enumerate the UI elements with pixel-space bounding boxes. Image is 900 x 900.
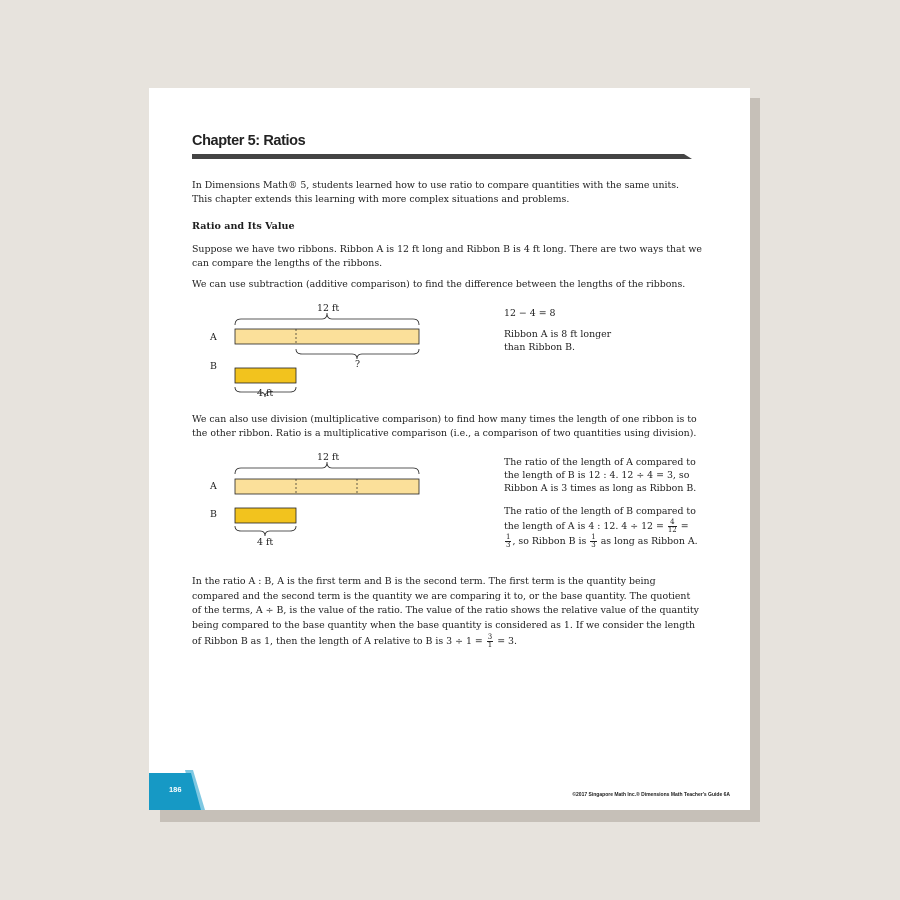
paragraph-division: We can also use division (multiplicative comparison) to find how many times the length of one ribbon is to the other ribbon. Ratio is a multiplicative comparison (i.e., a comparison of two quantities using division). bbox=[192, 414, 697, 439]
label-a: A bbox=[210, 332, 217, 343]
bar-model-division bbox=[199, 448, 489, 548]
label-question: ? bbox=[355, 359, 361, 370]
paragraph-ribbons: Suppose we have two ribbons. Ribbon A is 12 ft long and Ribbon B is 4 ft long. There are two ways that we can compare the lengths of the ribbons. bbox=[192, 244, 702, 269]
brace-12ft-2 bbox=[235, 462, 419, 474]
label-b: B bbox=[210, 361, 217, 372]
bar-a bbox=[235, 329, 419, 344]
fraction-3-1: $\frac{3}{1}$ bbox=[487, 632, 493, 649]
label-12ft: 12 ft bbox=[317, 303, 340, 314]
brace-difference bbox=[296, 349, 419, 359]
bar-a-2 bbox=[235, 479, 419, 494]
ratio-note-a-to-b: The ratio of the length of A compared to the length of B is 12 : 4. 12 ÷ 4 = 3, so Ribbon A is 3 times as long as Ribbon B. bbox=[504, 457, 697, 494]
chapter-title-rule bbox=[192, 153, 692, 161]
page-number: 186 bbox=[169, 785, 182, 794]
brace-12ft bbox=[235, 313, 419, 325]
label-a-2: A bbox=[210, 481, 217, 492]
document-page bbox=[149, 88, 750, 810]
paragraph-subtraction: We can use subtraction (additive comparison) to find the difference between the lengths of the ribbons. bbox=[192, 279, 686, 290]
label-12ft-2: 12 ft bbox=[317, 452, 340, 463]
bar-model-subtraction bbox=[199, 298, 489, 403]
label-4ft: 4 ft bbox=[257, 388, 274, 399]
intro-paragraph: In Dimensions Math® 5, students learned how to use ratio to compare quantities with the same units. This chapter extends this learning with more complex situations and problems. bbox=[192, 180, 680, 205]
fraction-1-3-b: $\frac{1}{3}$ bbox=[591, 533, 596, 549]
copyright-footer: ©2017 Singapore Math Inc.® Dimensions Math Teacher's Guide 6A bbox=[572, 792, 730, 798]
chapter-title: Chapter 5: Ratios bbox=[192, 133, 306, 149]
paragraph-ratio-terms: In the ratio A : B, A is the first term and B is the second term. The first term is the quantity being compared and the second term is the quantity we are comparing it to, or the base quantity. The quotient of the terms, A ÷ B, is the value of the ratio. The value of the ratio shows the relative value of the quantity being compared to the base quantity when the base quantity is considered as 1. If we consider the length of Ribbon B as 1, then the length of A relative to B is 3 ÷ 1 = $\frac{3}{1}$ = 3. bbox=[192, 576, 699, 649]
label-b-2: B bbox=[210, 509, 217, 520]
bar-b-2 bbox=[235, 508, 296, 523]
fraction-4-12: $\frac{4}{12}$ bbox=[667, 518, 677, 534]
ratio-note-b-to-a: The ratio of the length of B compared to the length of A is 4 : 12. 4 ÷ 12 = $\frac{4}{12}$ = $\frac{1}{3}$ , so Ribbon B is $\frac{1}{3}$ as long as Ribbon A. bbox=[504, 506, 698, 549]
fraction-1-3: $\frac{1}{3}$ bbox=[506, 533, 511, 549]
subtraction-equation: 12 − 4 = 8 bbox=[504, 308, 556, 319]
subtraction-note: Ribbon A is 8 ft longer than Ribbon B. bbox=[504, 329, 612, 353]
brace-4ft-2 bbox=[235, 526, 296, 536]
bar-b bbox=[235, 368, 296, 383]
label-4ft-2: 4 ft bbox=[257, 537, 274, 548]
section-heading: Ratio and Its Value bbox=[192, 221, 295, 232]
